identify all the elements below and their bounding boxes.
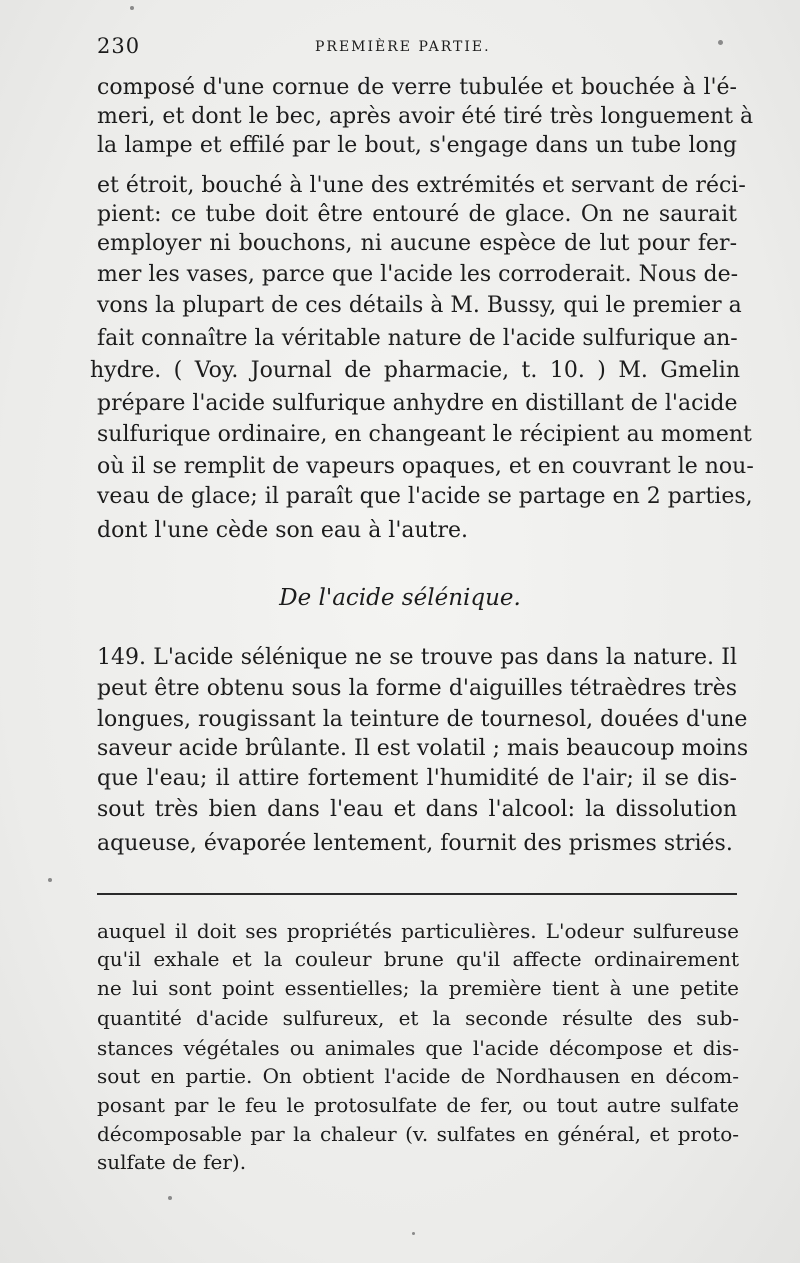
paper-speck xyxy=(130,6,134,10)
text-line: saveur acide brûlante. Il est volatil ; mais beaucoup moins xyxy=(97,736,749,761)
text-line: composé d'une cornue de verre tubulée et bouchée à l'é- xyxy=(97,75,737,100)
page-header xyxy=(97,34,737,64)
text-line: et étroit, bouché à l'une des extrémités et servant de réci- xyxy=(97,173,746,198)
footnote-line: auquel il doit ses propriétés particulières. L'odeur sulfureuse xyxy=(97,919,739,943)
text-line: employer ni bouchons, ni aucune espèce de lut pour fer- xyxy=(97,231,737,256)
footnote-line: sulfate de fer). xyxy=(97,1150,247,1174)
text-line: sout très bien dans l'eau et dans l'alcool: la dissolution xyxy=(97,797,737,822)
paper-speck xyxy=(718,40,723,45)
text-line: sulfurique ordinaire, en changeant le récipient au moment xyxy=(97,422,752,447)
footnote-line: ne lui sont point essentielles; la première tient à une petite xyxy=(97,976,739,1000)
running-head: PREMIÈRE PARTIE. xyxy=(315,39,491,55)
text-line: hydre. ( Voy. Journal de pharmacie, t. 10. ) M. Gmelin xyxy=(90,358,740,383)
paper-speck xyxy=(168,1196,172,1200)
text-line: peut être obtenu sous la forme d'aiguilles tétraèdres très xyxy=(97,676,737,701)
page-number: 230 xyxy=(97,34,141,58)
text-line: pient: ce tube doit être entouré de glace. On ne saurait xyxy=(97,202,737,227)
footnote-line: qu'il exhale et la couleur brune qu'il affecte ordinairement xyxy=(97,947,739,971)
text-line: où il se remplit de vapeurs opaques, et en couvrant le nou- xyxy=(97,454,754,479)
paper-speck xyxy=(48,878,52,882)
footnote-line: sout en partie. On obtient l'acide de Nordhausen en décom- xyxy=(97,1064,739,1088)
text-line: veau de glace; il paraît que l'acide se partage en 2 parties, xyxy=(97,484,753,509)
text-line: la lampe et effilé par le bout, s'engage dans un tube long xyxy=(97,133,737,158)
footnote-line: décomposable par la chaleur (v. sulfates en général, et proto- xyxy=(97,1122,739,1146)
text-line: 149. L'acide sélénique ne se trouve pas dans la nature. Il xyxy=(97,645,737,670)
text-line: mer les vases, parce que l'acide les corroderait. Nous de- xyxy=(97,262,739,287)
text-line: longues, rougissant la teinture de tournesol, douées d'une xyxy=(97,707,748,732)
text-line: aqueuse, évaporée lentement, fournit des prismes striés. xyxy=(97,831,733,856)
text-line: que l'eau; il attire fortement l'humidité de l'air; il se dis- xyxy=(97,766,737,791)
footnote-separator xyxy=(97,893,737,895)
text-line: prépare l'acide sulfurique anhydre en distillant de l'acide xyxy=(97,391,738,416)
paper-speck xyxy=(412,1232,415,1235)
footnote-line: posant par le feu le protosulfate de fer, ou tout autre sulfate xyxy=(97,1093,739,1117)
text-line: dont l'une cède son eau à l'autre. xyxy=(97,518,469,543)
section-title: De l'acide sélénique. xyxy=(279,585,521,611)
footnote-line: quantité d'acide sulfureux, et la seconde résulte des sub- xyxy=(97,1006,739,1030)
footnote-line: stances végétales ou animales que l'acide décompose et dis- xyxy=(97,1036,739,1060)
text-line: meri, et dont le bec, après avoir été tiré très longuement à xyxy=(97,104,754,129)
text-line: fait connaître la véritable nature de l'acide sulfurique an- xyxy=(97,326,738,351)
text-line: vons la plupart de ces détails à M. Bussy, qui le premier a xyxy=(97,293,742,318)
